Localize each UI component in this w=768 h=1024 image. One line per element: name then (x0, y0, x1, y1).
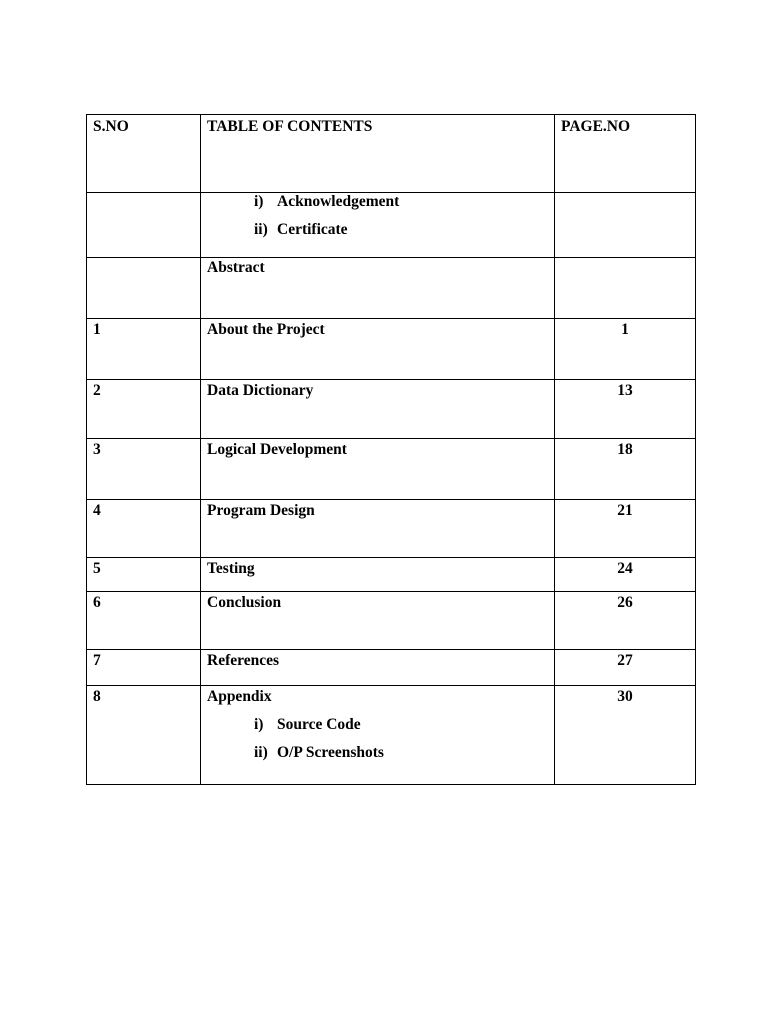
row-title: Conclusion (207, 594, 282, 611)
row-number: 1 (93, 321, 101, 338)
appendix-item: ii) O/P Screenshots (254, 744, 384, 761)
row-page: 27 (617, 652, 633, 669)
appendix-item: i) Source Code (254, 716, 361, 733)
contents-header-cell (201, 115, 555, 193)
abstract-label: Abstract (207, 259, 265, 276)
row-title: Appendix (207, 688, 272, 705)
row-page: 30 (617, 688, 633, 705)
table-row (87, 686, 696, 785)
row-page: 1 (621, 321, 629, 338)
front-matter-item: ii) Certificate (254, 221, 348, 238)
row-title: About the Project (207, 321, 325, 338)
table-row (87, 319, 696, 380)
abstract-row (87, 258, 696, 319)
front-matter-item: i) Acknowledgement (254, 193, 400, 210)
row-title: References (207, 652, 280, 669)
table-row (87, 592, 696, 650)
row-title: Logical Development (207, 441, 347, 458)
row-number: 8 (93, 688, 101, 705)
row-page: 24 (617, 560, 633, 577)
page-header-cell (555, 115, 696, 193)
front-matter-row (87, 193, 696, 258)
sno-header-cell (87, 115, 201, 193)
table-of-contents (86, 114, 696, 785)
row-page: 26 (617, 594, 633, 611)
row-page: 21 (617, 502, 633, 519)
row-title: Testing (207, 560, 255, 577)
row-number: 3 (93, 441, 101, 458)
contents-header: TABLE OF CONTENTS (207, 118, 373, 135)
table-row (87, 500, 696, 558)
table-row (87, 558, 696, 592)
row-number: 7 (93, 652, 101, 669)
page-header: PAGE.NO (561, 118, 631, 135)
row-title: Program Design (207, 502, 315, 519)
sno-header: S.NO (93, 118, 129, 135)
row-page: 13 (617, 382, 633, 399)
header-row (87, 115, 696, 193)
table-row (87, 439, 696, 500)
table-row (87, 650, 696, 686)
row-number: 4 (93, 502, 101, 519)
row-page: 18 (617, 441, 633, 458)
table-row (87, 380, 696, 439)
row-number: 6 (93, 594, 101, 611)
row-title: Data Dictionary (207, 382, 314, 399)
row-number: 5 (93, 560, 101, 577)
row-number: 2 (93, 382, 101, 399)
